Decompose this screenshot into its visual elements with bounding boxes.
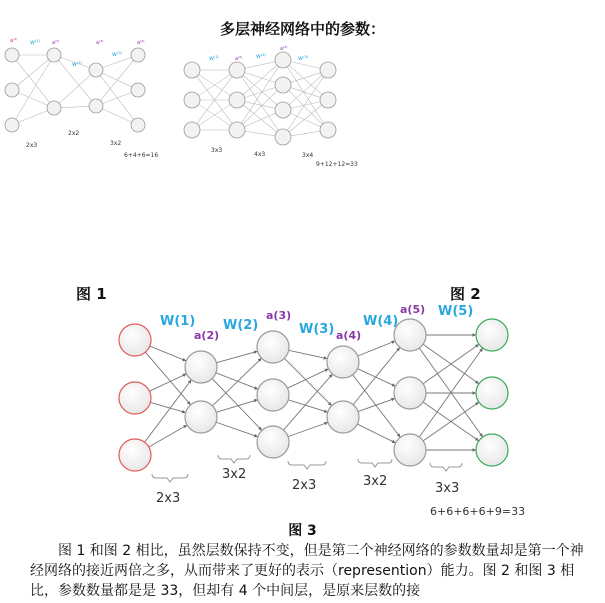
network-node	[275, 102, 291, 118]
network-node	[119, 382, 151, 414]
fig3-weight-label: W(3)	[299, 322, 335, 337]
network-edge	[284, 358, 331, 405]
figure-1-label: 图 1	[76, 285, 107, 303]
network-edge	[357, 424, 395, 443]
network-edge	[358, 369, 396, 387]
fig1-activation-label: a⁽¹⁾	[10, 38, 18, 44]
network-node	[257, 331, 289, 363]
network-edge	[287, 77, 323, 131]
fig3-total-label: 6+6+6+6+9=33	[430, 505, 526, 518]
fig2-dim-label: 3x4	[302, 152, 314, 159]
fig3-weight-label: W(5)	[438, 304, 474, 319]
network-edge	[216, 351, 257, 362]
dimension-brace	[218, 455, 250, 463]
network-node	[47, 101, 61, 115]
network-node	[394, 319, 426, 351]
network-edge	[61, 106, 89, 107]
fig1-dim-label: 2x2	[68, 130, 80, 137]
figure-3-diagram	[100, 295, 530, 520]
network-node	[275, 77, 291, 93]
network-node	[184, 62, 200, 78]
network-node	[320, 92, 336, 108]
network-edge	[150, 346, 186, 361]
fig3-weight-label: W(4)	[363, 314, 399, 329]
figure-3-label: 图 3	[288, 523, 317, 539]
fig3-dim-label: 2x3	[156, 491, 181, 506]
network-edge	[100, 76, 134, 120]
network-edge	[102, 73, 131, 87]
fig1-weight-label: w⁽³⁾	[112, 51, 123, 58]
network-node	[275, 129, 291, 145]
fig2-weight-label: w⁽³⁾	[298, 55, 309, 62]
fig1-activation-label: a⁽²⁾	[52, 40, 60, 46]
network-edge	[145, 380, 192, 442]
fig3-dim-label: 2x3	[292, 478, 317, 493]
network-node	[5, 83, 19, 97]
network-node	[476, 434, 508, 466]
network-node	[394, 377, 426, 409]
network-edge	[358, 341, 395, 356]
network-node	[229, 62, 245, 78]
network-edge	[245, 62, 275, 69]
network-node	[5, 118, 19, 132]
fig1-weight-label: w⁽¹⁾	[30, 39, 41, 46]
network-node	[320, 62, 336, 78]
network-node	[131, 83, 145, 97]
page-title: 多层神经网络中的参数：	[219, 20, 385, 38]
fig2-activation-label: a⁽³⁾	[280, 46, 288, 52]
network-node	[119, 324, 151, 356]
network-edge	[216, 373, 258, 389]
network-node	[327, 346, 359, 378]
fig1-weight-label: w⁽²⁾	[72, 61, 83, 68]
network-node	[185, 351, 217, 383]
fig3-dim-label: 3x2	[222, 467, 247, 482]
fig3-activation-label: a(5)	[400, 303, 426, 316]
fig3-weight-label: W(2)	[223, 318, 259, 333]
network-node	[394, 434, 426, 466]
network-node	[476, 319, 508, 351]
network-edge	[245, 131, 275, 136]
network-node	[89, 99, 103, 113]
fig2-weight-label: w⁽¹⁾	[209, 55, 220, 62]
figure-2-diagram	[180, 42, 360, 172]
network-edge	[216, 422, 258, 437]
network-edge	[289, 105, 322, 132]
network-edge	[59, 75, 91, 104]
network-edge	[244, 113, 275, 127]
network-node	[131, 48, 145, 62]
network-node	[185, 401, 217, 433]
network-edge	[103, 92, 132, 103]
network-edge	[291, 62, 320, 69]
network-edge	[212, 379, 262, 431]
network-node	[89, 63, 103, 77]
network-edge	[288, 422, 328, 436]
fig2-total-label: 9+12+12=33	[316, 161, 358, 168]
fig2-dim-label: 3x3	[211, 147, 223, 154]
network-edge	[103, 57, 132, 67]
network-node	[119, 439, 151, 471]
fig3-dim-label: 3x2	[363, 474, 388, 489]
network-edge	[216, 400, 257, 413]
network-node	[184, 92, 200, 108]
network-node	[257, 379, 289, 411]
network-node	[184, 122, 200, 138]
network-edge	[353, 347, 400, 404]
network-node	[47, 48, 61, 62]
fig2-dim-label: 4x3	[254, 151, 266, 158]
figure-2-label: 图 2	[450, 285, 481, 303]
network-node	[229, 92, 245, 108]
fig1-total-label: 6+4+6=16	[124, 152, 159, 159]
network-edge	[353, 375, 401, 438]
network-edge	[358, 398, 395, 411]
dimension-brace	[152, 474, 188, 482]
network-node	[131, 118, 145, 132]
network-node	[275, 52, 291, 68]
fig2-activation-label: a⁽²⁾	[235, 56, 243, 62]
network-node	[5, 48, 19, 62]
network-edge	[149, 374, 186, 391]
fig3-weight-label: W(1)	[160, 314, 196, 329]
fig1-activation-label: a⁽⁴⁾	[137, 40, 145, 46]
network-edge	[243, 105, 277, 132]
dimension-brace	[358, 459, 392, 467]
network-edge	[291, 131, 320, 136]
body-paragraph: 图 1 和图 2 相比，虽然层数保持不变，但是第二个神经网络的参数数量却是第一个神经网络的接近两倍之多，从而带来了更好的表示（represention）能力。图 2 和图 3 相比，参数数量都是是 33，但却有 4 个中间层，是原来层数的接	[30, 543, 584, 599]
network-node	[229, 122, 245, 138]
fig3-activation-label: a(4)	[336, 329, 362, 342]
figure-1-diagram	[0, 30, 170, 165]
dimension-brace	[430, 463, 462, 471]
network-edge	[289, 350, 328, 358]
fig1-activation-label: a⁽³⁾	[96, 40, 104, 46]
network-edge	[290, 113, 320, 127]
network-node	[476, 377, 508, 409]
network-edge	[18, 111, 47, 123]
fig3-activation-label: a(3)	[266, 309, 292, 322]
network-node	[327, 401, 359, 433]
network-edge	[212, 358, 261, 406]
fig1-dim-label: 2x3	[26, 142, 38, 149]
fig2-weight-label: w⁽²⁾	[256, 53, 267, 60]
network-edge	[242, 77, 279, 131]
dimension-brace	[288, 461, 326, 469]
network-node	[257, 426, 289, 458]
fig3-dim-label: 3x3	[435, 481, 460, 496]
network-edge	[16, 60, 49, 102]
fig3-activation-label: a(2)	[194, 329, 220, 342]
network-node	[320, 122, 336, 138]
network-edge	[16, 61, 51, 119]
fig1-dim-label: 3x2	[110, 140, 122, 147]
